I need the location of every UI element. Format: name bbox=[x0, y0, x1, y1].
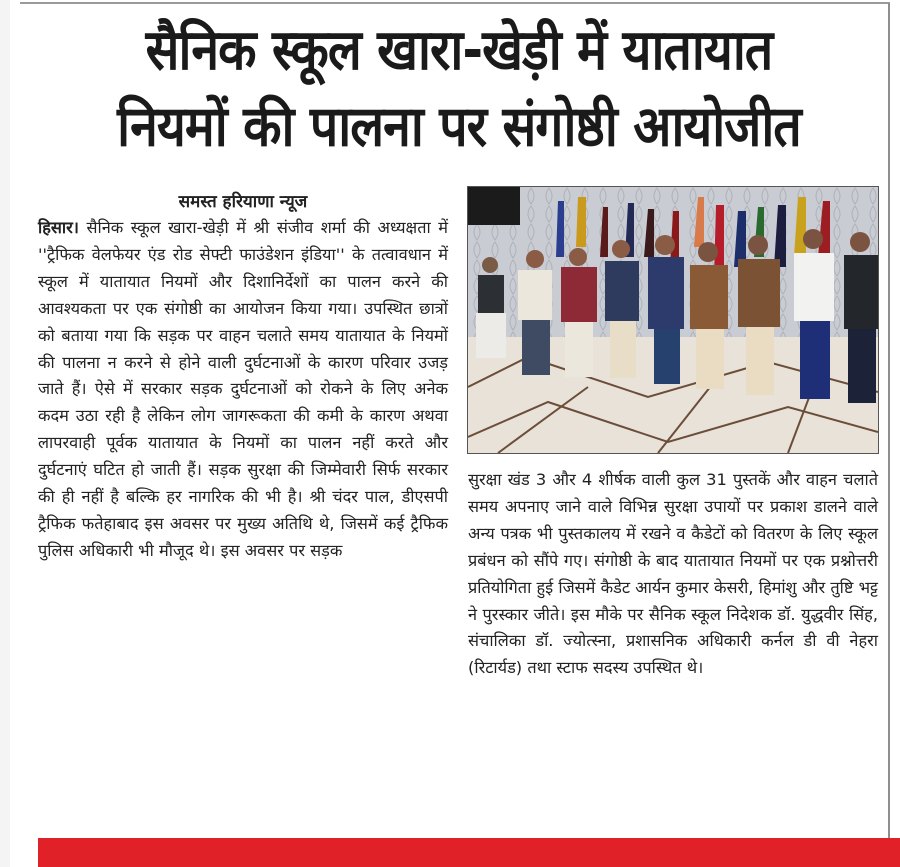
article-column-right bbox=[468, 467, 878, 682]
group-photo-illustration bbox=[468, 187, 878, 453]
top-divider bbox=[20, 2, 890, 4]
right-divider bbox=[888, 3, 890, 838]
article-paragraph-1 bbox=[38, 215, 448, 565]
left-column-text: सैनिक स्कूल खारा-खेड़ी में श्री संजीव शर्मा की अध्यक्षता में ''ट्रैफिक वेलफेयर एंड रोड सेफ्टी फाउंडेशन इंडिया'' के तत्वावधान में स्कूल में यातायात नियमों और दिशानिर्देशों का पालन करने की आवश्यकता पर एक संगोष्ठी का आयोजन किया गया। उपस्थित छात्रों को बताया गया कि सड़क पर वाहन चलाते समय यातायात के नियमों की पालना न करने से होने वाली दुर्घटनाओं के कारण परिवार उजड़ जाते हैं। ऐसे में सरकार सड़क दुर्घटनाओं को रोकने के लिए अनेक कदम उठा रही है लेकिन लोग जागरूकता की कमी के कारण अथवा लापरवाही पूर्वक यातायात के नियमों का पालन नहीं करते और दुर्घटनाएं घटित हो जाती हैं। सड़क सुरक्षा की जिम्मेवारी सिर्फ सरकार की ही नहीं है बल्कि हर नागरिक की भी है। श्री चंदर पाल, डीएसपी ट्रैफिक फतेहाबाद इस अवसर पर मुख्य अतिथि थे, जिसमें कई ट्रैफिक पुलिस अधिकारी भी मौजूद थे। इस अवसर पर सड़क bbox=[38, 218, 448, 560]
byline: समस्त हरियाणा न्यूज bbox=[178, 192, 308, 212]
headline-line-2: नियमों की पालना पर संगोष्ठी आयोजीत bbox=[117, 93, 801, 159]
article-column-left bbox=[38, 215, 448, 565]
footer-red-banner bbox=[38, 838, 900, 867]
headline-line-1: सैनिक स्कूल खारा-खेड़ी में यातायात bbox=[145, 17, 773, 83]
dateline: हिसार। bbox=[38, 218, 79, 237]
right-column-text: सुरक्षा खंड 3 और 4 शीर्षक वाली कुल 31 पुस्तकें और वाहन चलाते समय अपनाए जाने वाले विभिन्न सुरक्षा उपायों पर प्रकाश डालने वाले अन्य पत्रक भी पुस्तकालय में रखने व कैडेटों को वितरण के लिए स्कूल प्रबंधन को सौंपे गए। संगोष्ठी के बाद यातायात नियमों पर एक प्रश्नोत्तरी प्रतियोगिता हुई जिसमें कैडेट आर्यन कुमार केसरी, हिमांशु और तुष्टि भट्ट ने पुरस्कार जीते। इस मौके पर सैनिक स्कूल निदेशक डॉ. युद्धवीर सिंह, संचालिका डॉ. ज्योत्स्ना, प्रशासनिक अधिकारी कर्नल डी वी नेहरा (रिटार्यड) तथा स्टाफ सदस्य उपस्थित थे। bbox=[468, 470, 878, 678]
event-photo bbox=[467, 186, 879, 454]
headline bbox=[34, 12, 884, 164]
tv-screen bbox=[468, 187, 520, 225]
left-margin bbox=[0, 0, 10, 867]
